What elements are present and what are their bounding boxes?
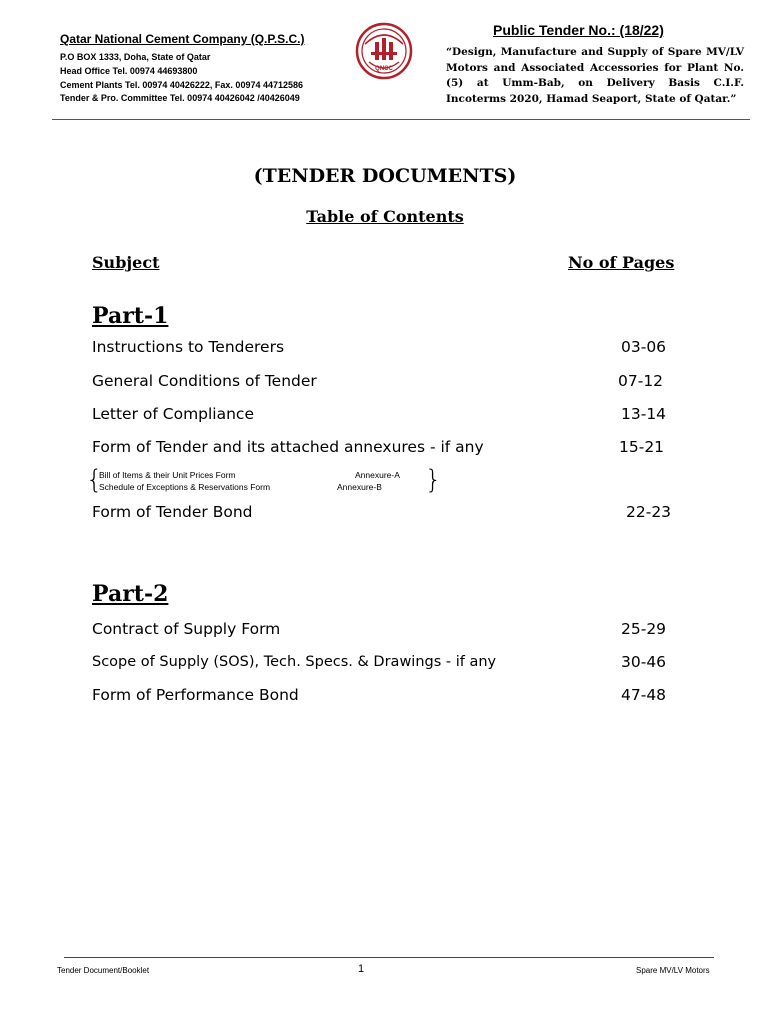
- toc-title: Table of Contents: [306, 207, 464, 226]
- annexure-a-ref: Annexure-A: [355, 470, 400, 480]
- footer-left-text: Tender Document/Booklet: [57, 966, 150, 975]
- tender-number: Public Tender No.: (18/22): [493, 22, 664, 38]
- annexure-a-label: Bill of Items & their Unit Prices Form: [99, 470, 236, 480]
- company-logo: [355, 22, 413, 80]
- header-divider: [52, 119, 750, 120]
- qncc-seal-icon: [355, 22, 413, 80]
- document-title: (TENDER DOCUMENTS): [253, 165, 517, 187]
- part2-heading: Part-2: [92, 581, 169, 607]
- tender-description: “Design, Manufacture and Supply of Spare MV/LV Motors and Associated Accessories for Plant No. (5) at Umm-Bab, on Delivery Basis C.I.F. Incoterms 2020, Hamad Seaport, State of Qatar.”: [446, 46, 744, 105]
- annexure-open-brace: {: [86, 465, 103, 495]
- toc-pages-form-of-tender: 15-21: [619, 438, 665, 456]
- column-subject-heading: Subject: [92, 253, 160, 272]
- toc-item-form-of-tender: Form of Tender and its attached annexures - if any: [92, 438, 484, 456]
- toc-item-letter-of-compliance: Letter of Compliance: [92, 405, 254, 423]
- footer-divider: [64, 957, 714, 958]
- toc-item-scope-of-supply: Scope of Supply (SOS), Tech. Specs. & Drawings - if any: [92, 654, 497, 670]
- footer-page-number: 1: [358, 963, 365, 975]
- head-office-tel: Head Office Tel. 00974 44693800: [60, 66, 198, 76]
- toc-item-contract-of-supply: Contract of Supply Form: [92, 620, 281, 638]
- annexure-close-brace: }: [425, 465, 442, 495]
- annexure-b-label: Schedule of Exceptions & Reservations Form: [99, 482, 271, 492]
- toc-item-tender-bond: Form of Tender Bond: [92, 503, 253, 521]
- toc-pages-instructions: 03-06: [621, 338, 667, 356]
- cement-plants-tel: Cement Plants Tel. 00974 40426222, Fax. 00974 44712586: [60, 80, 304, 90]
- toc-pages-letter-of-compliance: 13-14: [621, 405, 667, 423]
- tender-committee-tel: Tender & Pro. Committee Tel. 00974 40426042 /40426049: [60, 93, 300, 103]
- footer-right-text: Spare MV/LV Motors: [636, 966, 710, 975]
- company-address: P.O BOX 1333, Doha, State of Qatar: [60, 52, 211, 62]
- part1-heading: Part-1: [92, 303, 169, 329]
- logo-text: QNCC: [375, 66, 393, 72]
- company-name: Qatar National Cement Company (Q.P.S.C.): [60, 32, 305, 46]
- toc-pages-scope-of-supply: 30-46: [621, 653, 667, 671]
- toc-pages-performance-bond: 47-48: [621, 686, 667, 704]
- toc-pages-general-conditions: 07-12: [618, 372, 664, 390]
- column-pages-heading: No of Pages: [568, 253, 675, 272]
- toc-pages-contract-of-supply: 25-29: [621, 620, 667, 638]
- toc-item-instructions: Instructions to Tenderers: [92, 338, 285, 356]
- toc-item-general-conditions: General Conditions of Tender: [92, 372, 317, 390]
- toc-item-performance-bond: Form of Performance Bond: [92, 686, 299, 704]
- toc-pages-tender-bond: 22-23: [626, 503, 672, 521]
- annexure-b-ref: Annexure-B: [337, 482, 382, 492]
